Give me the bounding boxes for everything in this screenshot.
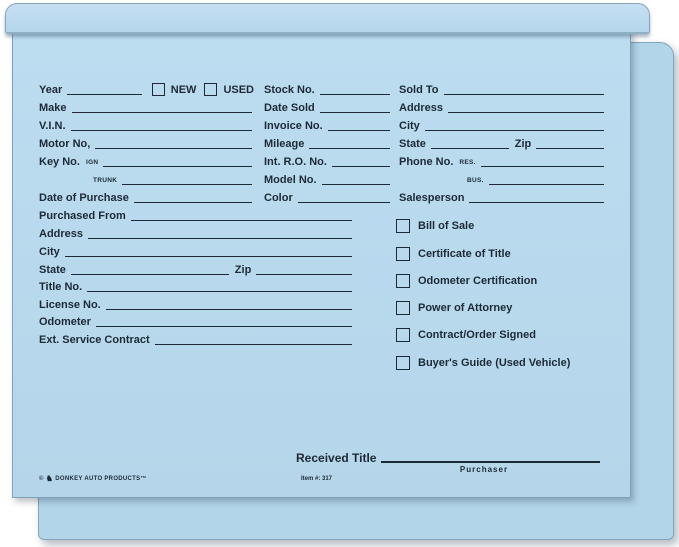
- seller-state-label: State: [39, 264, 66, 276]
- int-ro-no-line: [332, 166, 390, 167]
- row-invoice-no: [264, 118, 392, 132]
- envelope-flap: [5, 3, 650, 34]
- row-year: [39, 82, 254, 96]
- power-of-attorney-label: Power of Attorney: [418, 301, 513, 314]
- contract-order-signed-checkbox: [396, 328, 410, 342]
- seller-city-line: [65, 256, 352, 257]
- color-label: Color: [264, 192, 293, 204]
- row-buyer-address: [399, 100, 606, 114]
- row-seller-address: [39, 226, 354, 240]
- salesperson-label: Salesperson: [399, 192, 465, 204]
- row-odometer: [39, 314, 354, 328]
- purchased-from-label: Purchased From: [39, 210, 126, 222]
- row-date-of-purchase: [39, 190, 254, 204]
- row-seller-city: [39, 244, 354, 258]
- buyers-guide-checkbox: [396, 356, 410, 370]
- row-purchased-from: [39, 208, 354, 222]
- contract-order-signed-label: Contract/Order Signed: [418, 328, 536, 341]
- seller-zip-label: Zip: [234, 264, 252, 276]
- row-salesperson: [399, 190, 606, 204]
- checklist-item-power-of-attorney: [396, 300, 512, 315]
- checklist-item-bill-of-sale: [396, 218, 474, 233]
- stock-no-label: Stock No.: [264, 84, 315, 96]
- ext-service-contract-line: [155, 344, 352, 345]
- certificate-of-title-checkbox: [396, 247, 410, 261]
- buyer-address-line: [448, 112, 604, 113]
- buyer-state-line: [431, 148, 509, 149]
- motor-no-line: [95, 148, 252, 149]
- received-title-line: [381, 461, 600, 463]
- bill-of-sale-checkbox: [396, 219, 410, 233]
- seller-city-label: City: [39, 246, 60, 258]
- stock-no-line: [320, 94, 390, 95]
- res-label: RES.: [459, 159, 476, 166]
- int-ro-no-label: Int. R.O. No.: [264, 156, 327, 168]
- row-motor-no: [39, 136, 254, 150]
- key-ign-line: [103, 166, 252, 167]
- copyright-symbol: ©: [39, 476, 44, 482]
- model-no-line: [322, 184, 390, 185]
- mileage-line: [309, 148, 390, 149]
- printed-form: [13, 29, 630, 497]
- title-no-line: [87, 291, 352, 292]
- date-of-purchase-label: Date of Purchase: [39, 192, 129, 204]
- buyer-zip-line: [536, 148, 604, 149]
- year-line: [67, 94, 142, 95]
- odometer-certification-checkbox: [396, 274, 410, 288]
- row-phone-bus: [399, 172, 606, 186]
- row-date-sold: [264, 100, 392, 114]
- row-title-no: [39, 279, 354, 293]
- row-model-no: [264, 172, 392, 186]
- phone-bus-line: [489, 184, 604, 185]
- year-label: Year: [39, 84, 63, 96]
- license-no-label: License No.: [39, 299, 101, 311]
- purchaser-label: Purchaser: [459, 465, 509, 474]
- key-trunk-line: [122, 184, 252, 185]
- row-mileage: [264, 136, 392, 150]
- date-sold-label: Date Sold: [264, 102, 315, 114]
- key-no-label: Key No.: [39, 156, 80, 168]
- brand-name: DONKEY AUTO PRODUCTS™: [55, 476, 147, 482]
- power-of-attorney-checkbox: [396, 301, 410, 315]
- odometer-label: Odometer: [39, 316, 91, 328]
- brand-copyright: [39, 475, 147, 483]
- checklist-item-buyers-guide: [396, 355, 570, 370]
- sold-to-line: [444, 94, 604, 95]
- color-line: [298, 202, 390, 203]
- row-ext-service-contract: [39, 332, 354, 346]
- salesperson-line: [469, 202, 604, 203]
- motor-no-label: Motor No,: [39, 138, 91, 150]
- row-buyer-city: [399, 118, 606, 132]
- model-no-label: Model No.: [264, 174, 317, 186]
- phone-no-label: Phone No.: [399, 156, 454, 168]
- make-label: Make: [39, 102, 67, 114]
- row-buyer-state-zip: [399, 136, 606, 150]
- title-no-label: Title No.: [39, 281, 83, 293]
- item-number: Item #: 317: [301, 476, 333, 482]
- license-no-line: [106, 309, 352, 310]
- ign-label: IGN: [85, 159, 99, 166]
- vin-line: [71, 130, 253, 131]
- row-make: [39, 100, 254, 114]
- sold-to-label: Sold To: [399, 84, 439, 96]
- row-key-no-trunk: [39, 172, 254, 186]
- buyer-address-label: Address: [399, 102, 444, 114]
- purchased-from-line: [131, 220, 352, 221]
- invoice-no-label: Invoice No.: [264, 120, 323, 132]
- seller-address-line: [88, 238, 352, 239]
- trunk-label: TRUNK: [93, 177, 118, 184]
- bus-label: BUS.: [467, 177, 484, 184]
- make-line: [72, 112, 252, 113]
- buyer-city-label: City: [399, 120, 420, 132]
- checklist-item-odometer-certification: [396, 273, 537, 288]
- phone-res-line: [481, 166, 604, 167]
- row-sold-to: [399, 82, 606, 96]
- row-color: [264, 190, 392, 204]
- new-label: NEW: [170, 84, 197, 96]
- seller-address-label: Address: [39, 228, 84, 240]
- buyer-state-label: State: [399, 138, 426, 150]
- checklist-item-certificate-of-title: [396, 246, 511, 261]
- date-sold-line: [320, 112, 390, 113]
- envelope-body: [12, 28, 631, 498]
- row-received-title: [296, 448, 602, 464]
- received-title-label: Received Title: [296, 451, 377, 465]
- buyer-city-line: [425, 130, 604, 131]
- row-int-ro-no: [264, 154, 392, 168]
- vin-label: V.I.N.: [39, 120, 66, 132]
- buyer-zip-label: Zip: [514, 138, 532, 150]
- used-label: USED: [223, 84, 254, 96]
- donkey-logo-icon: ♞: [45, 474, 54, 483]
- row-vin: [39, 118, 254, 132]
- odometer-line: [96, 326, 352, 327]
- row-stock-no: [264, 82, 392, 96]
- invoice-no-line: [328, 130, 390, 131]
- used-checkbox: [204, 83, 217, 96]
- row-seller-state-zip: [39, 262, 354, 276]
- checklist-item-contract-order-signed: [396, 327, 536, 342]
- buyers-guide-label: Buyer's Guide (Used Vehicle): [418, 356, 571, 369]
- date-of-purchase-line: [134, 202, 252, 203]
- row-key-no-ign: [39, 154, 254, 168]
- seller-state-line: [71, 274, 229, 275]
- new-checkbox: [152, 83, 165, 96]
- row-phone-res: [399, 154, 606, 168]
- mileage-label: Mileage: [264, 138, 305, 150]
- row-license-no: [39, 297, 354, 311]
- odometer-certification-label: Odometer Certification: [418, 274, 538, 287]
- ext-service-contract-label: Ext. Service Contract: [39, 334, 150, 346]
- certificate-of-title-label: Certificate of Title: [418, 247, 511, 260]
- bill-of-sale-label: Bill of Sale: [418, 219, 475, 232]
- seller-zip-line: [256, 274, 352, 275]
